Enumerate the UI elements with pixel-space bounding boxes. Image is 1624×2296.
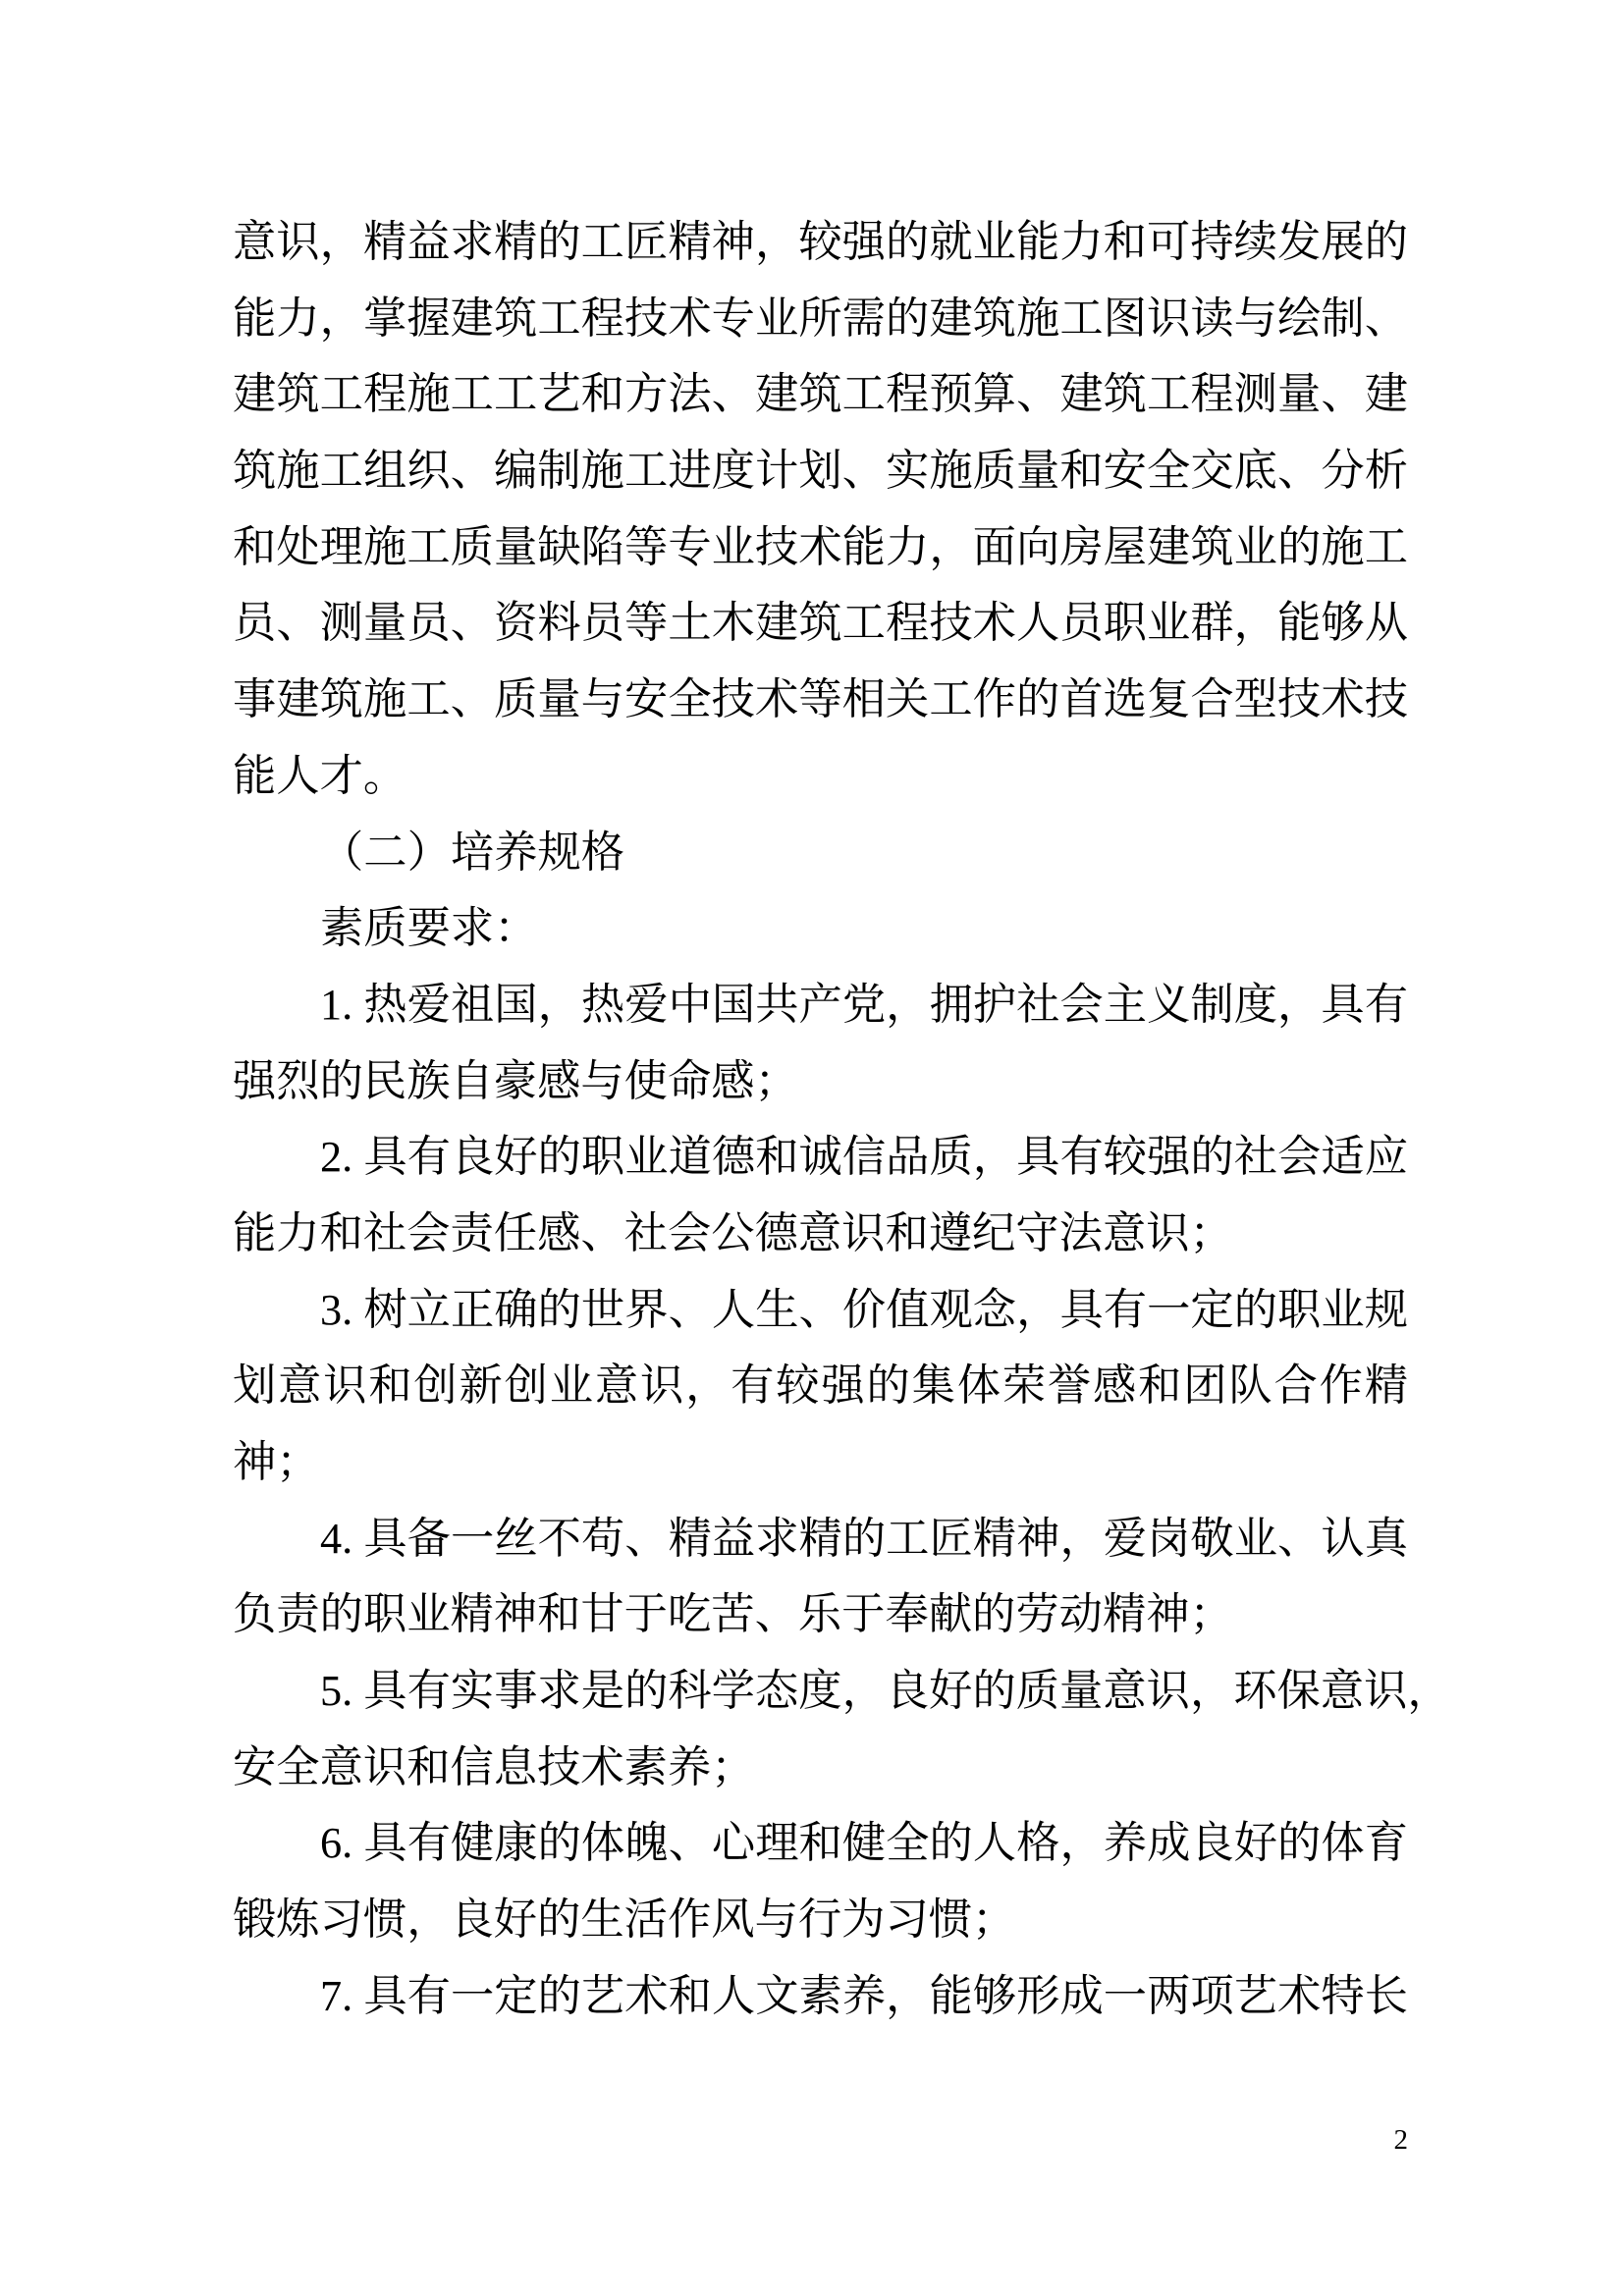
text-line: 能力，掌握建筑工程技术专业所需的建筑施工图识读与绘制、	[233, 294, 1408, 343]
text-line: 负责的职业精神和甘于吃苦、乐于奉献的劳动精神；	[233, 1590, 1233, 1639]
section-heading: （二）培养规格	[320, 828, 625, 877]
text-line: 划意识和创新创业意识，有较强的集体荣誉感和团队合作精	[233, 1362, 1408, 1411]
list-item-line: 2. 具有良好的职业道德和诚信品质，具有较强的社会适应	[320, 1133, 1408, 1182]
subsection-label: 素质要求：	[320, 904, 538, 953]
text-line: 锻炼习惯，良好的生活作风与行为习惯；	[233, 1896, 1016, 1945]
list-item-line: 4. 具备一丝不苟、精益求精的工匠精神，爱岗敬业、认真	[320, 1514, 1408, 1563]
list-item-line: 6. 具有健康的体魄、心理和健全的人格，养成良好的体育	[320, 1819, 1408, 1868]
text-line: 员、测量员、资料员等土木建筑工程技术人员职业群，能够从	[233, 599, 1408, 648]
text-line: 筑施工组织、编制施工进度计划、实施质量和安全交底、分析	[233, 447, 1408, 496]
text-line: 安全意识和信息技术素养；	[233, 1742, 755, 1791]
text-line: 意识，精益求精的工匠精神，较强的就业能力和可持续发展的	[233, 218, 1408, 266]
list-item-line: 3. 树立正确的世界、人生、价值观念，具有一定的职业规	[320, 1285, 1408, 1334]
text-line: 能人才。	[233, 751, 407, 800]
document-body	[233, 204, 1451, 2035]
text-line: 建筑工程施工工艺和方法、建筑工程预算、建筑工程测量、建	[233, 370, 1408, 419]
text-line: 事建筑施工、质量与安全技术等相关工作的首选复合型技术技	[233, 675, 1408, 724]
list-item-line: 7. 具有一定的艺术和人文素养，能够形成一两项艺术特长	[320, 1971, 1408, 2020]
text-line: 神；	[233, 1438, 320, 1486]
list-item-line: 1. 热爱祖国，热爱中国共产党，拥护社会主义制度，具有	[320, 980, 1408, 1029]
text-line: 强烈的民族自豪感与使命感；	[233, 1056, 798, 1105]
page-number: 2	[1393, 2124, 1408, 2156]
list-item-line: 5. 具有实事求是的科学态度，良好的质量意识，环保意识，	[320, 1667, 1451, 1716]
text-line: 能力和社会责任感、社会公德意识和遵纪守法意识；	[233, 1208, 1233, 1257]
text-line: 和处理施工质量缺陷等专业技术能力，面向房屋建筑业的施工	[233, 522, 1408, 571]
